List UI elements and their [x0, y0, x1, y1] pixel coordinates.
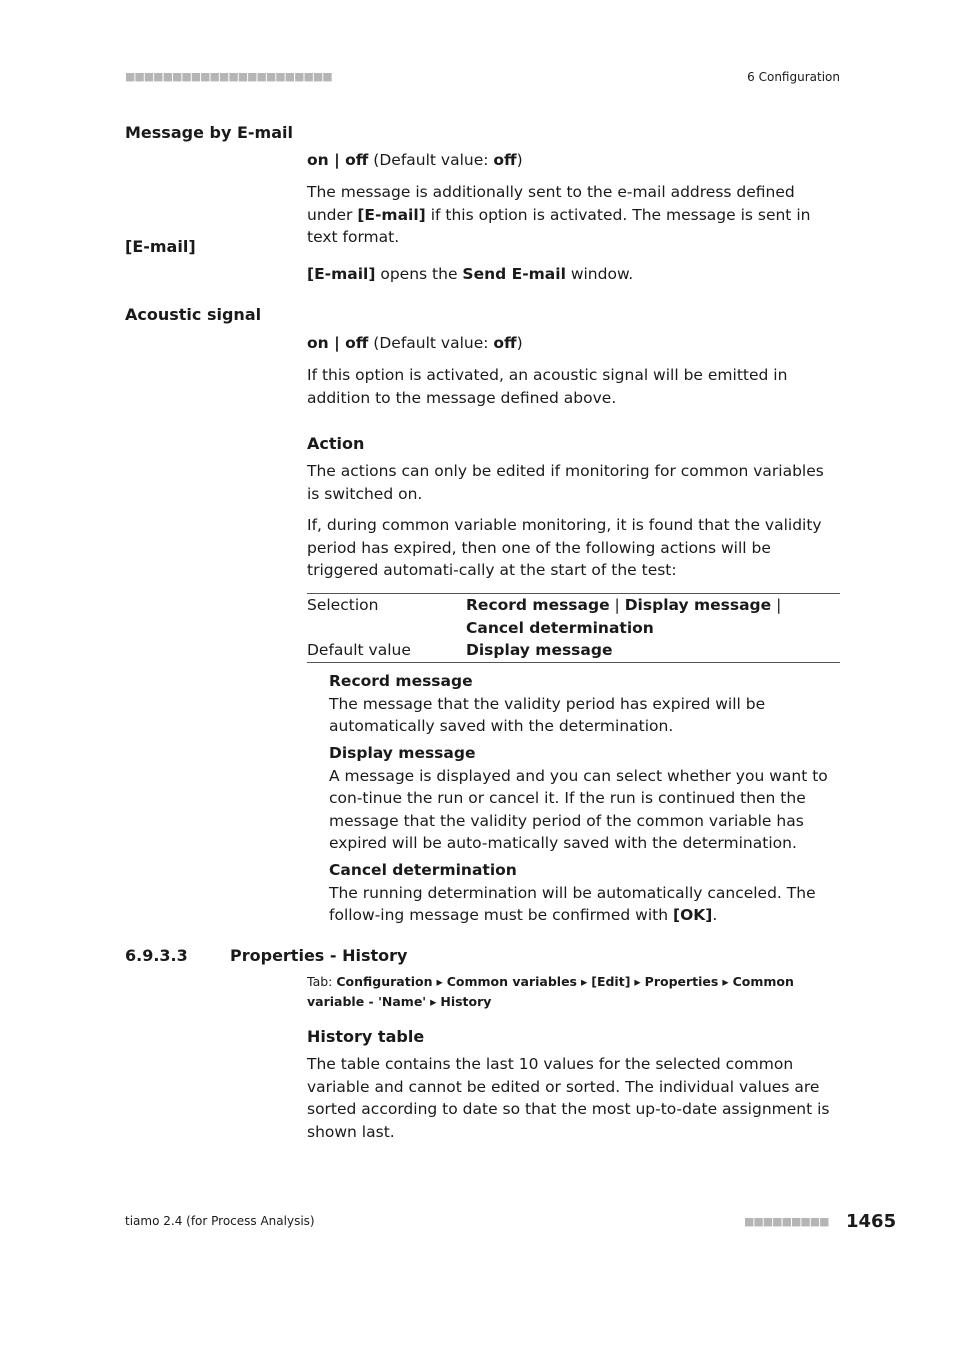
chapter-title: 6 Configuration: [747, 70, 840, 84]
option-description: The message that the validity period has expired will be automatically saved with the determination.: [329, 694, 766, 735]
term-acoustic-signal: Acoustic signal: [125, 305, 262, 324]
action-para-2: If, during common variable monitoring, it is found that the validity period has expired, then one of the following actions will be triggered automati-cally at the start of the test:: [307, 516, 822, 579]
term-email-button: [E-mail]: [125, 237, 196, 256]
selection-row: [307, 594, 840, 639]
history-table-heading: History table: [307, 1027, 425, 1046]
section-number: 6.9.3.3: [125, 946, 188, 965]
option-cancel-determination: [329, 859, 840, 927]
default-value-row: [307, 639, 840, 662]
selection-values: Record message | Display message | Cancel determination: [466, 596, 782, 637]
footer-product: tiamo 2.4 (for Process Analysis): [125, 1214, 315, 1228]
option-description: A message is displayed and you can select whether you want to con-tinue the run or cancel it. If the run is continued then the message that the validity period of the common variable has expired will be auto-matically saved with the determination.: [329, 766, 828, 852]
action-parameter-table: [307, 593, 840, 663]
footer-decoration: ■■■■■■■■■: [744, 1215, 829, 1228]
tab-path: Tab: Configuration ▸ Common variables ▸ [Edit] ▸ Properties ▸ Common variable - 'Name' ▸ History: [307, 974, 794, 1009]
email-button-description: [E-mail] opens the Send E-mail window.: [307, 265, 634, 283]
section-title: Properties - History: [230, 946, 408, 965]
default-value-label: Default value: [307, 641, 411, 659]
acoustic-signal-values: on | off (Default value: off): [307, 334, 523, 352]
message-by-email-values: on | off (Default value: off): [307, 151, 523, 169]
option-description: The running determination will be automatically canceled. The follow-ing message must be confirmed with [OK].: [329, 883, 816, 924]
history-table-description: The table contains the last 10 values for the selected common variable and cannot be edited or sorted. The individual values are sorted according to date so that the most up-to-date assignment is shown last.: [307, 1055, 830, 1141]
option-display-message: [329, 742, 840, 855]
option-title: Cancel determination: [329, 861, 517, 879]
option-title: Display message: [329, 744, 476, 762]
option-record-message: [329, 670, 840, 738]
message-by-email-description: The message is additionally sent to the e-mail address defined under [E-mail] if this option is activated. The message is sent in text format.: [307, 183, 811, 246]
header-decoration: ■■■■■■■■■■■■■■■■■■■■■■: [125, 70, 332, 83]
acoustic-signal-description: If this option is activated, an acoustic signal will be emitted in addition to the message defined above.: [307, 366, 788, 407]
option-title: Record message: [329, 672, 473, 690]
page-number: 1465: [846, 1211, 897, 1232]
action-para-1: The actions can only be edited if monitoring for common variables is switched on.: [307, 462, 824, 503]
selection-label: Selection: [307, 596, 379, 614]
term-message-by-email: Message by E-mail: [125, 123, 293, 142]
default-value: Display message: [466, 641, 613, 659]
action-heading: Action: [307, 434, 365, 453]
